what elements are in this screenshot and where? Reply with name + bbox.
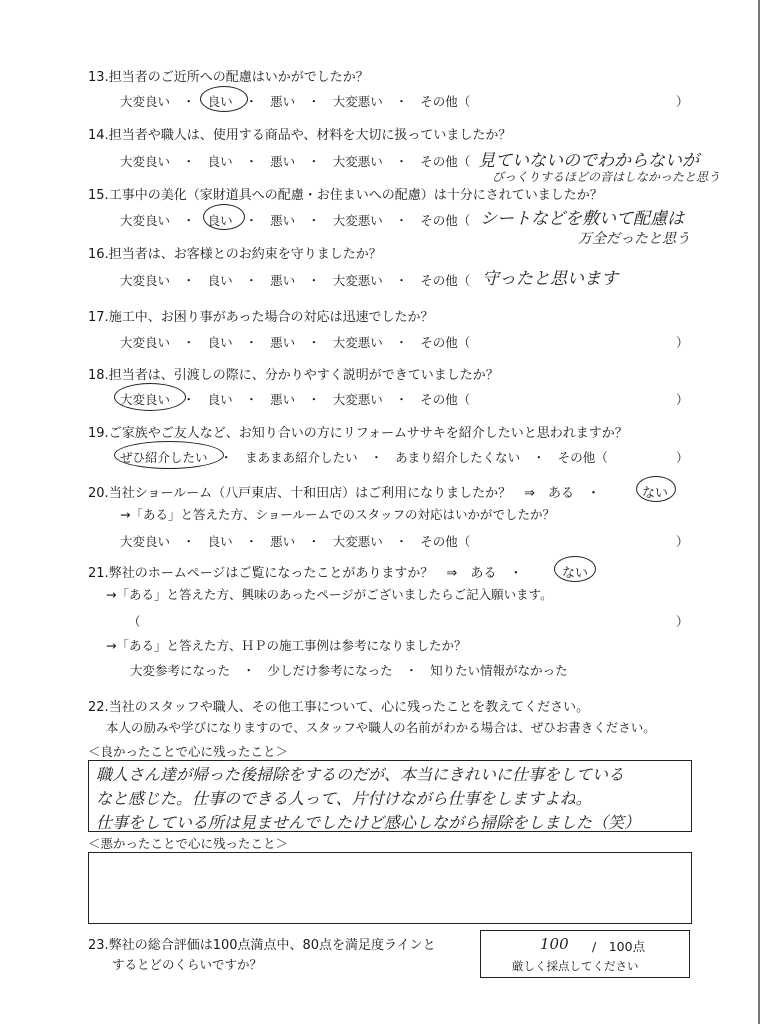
handwritten-q16: 守ったと思います xyxy=(482,269,618,289)
q21-nai: ない xyxy=(562,566,589,581)
bad-comment-box xyxy=(88,852,692,924)
score-out-of: / 100点 xyxy=(592,939,646,954)
q21-sub2: →「ある」と答えた方、ＨＰの施工事例は参考になりましたか？ xyxy=(106,638,467,653)
good-label: ＜良かったことで心に残ったこと＞ xyxy=(88,744,289,759)
selected-circle xyxy=(200,86,248,112)
selected-circle xyxy=(554,556,596,582)
question-14: 14.担当者や職人は、使用する商品や、材料を大切に扱っていましたか？ xyxy=(88,128,512,143)
options-15: 大変良い ・ 良い ・ 悪い ・ 大変悪い ・ その他（ xyxy=(120,213,471,228)
question-15: 15.工事中の美化（家財道具への配慮・お住まいへの配慮）は十分にされていましたか？ xyxy=(88,188,603,203)
q21-sub1: →「ある」と答えた方、興味のあったページがございましたらご記入願います。 xyxy=(106,587,553,602)
selected-circle xyxy=(636,476,676,502)
handwritten-good-2: なと感じた。仕事のできる人って、片付けながら仕事をしますよね。 xyxy=(96,789,592,808)
close-paren-19: ） xyxy=(676,450,689,465)
selected-circle xyxy=(203,204,245,230)
handwritten-q15-1: シートなどを敷いて配慮は xyxy=(480,209,684,229)
selected-circle xyxy=(114,441,224,469)
handwritten-q15-2: 万全だったと思う xyxy=(578,231,690,247)
question-20: 20.当社ショールーム（八戸東店、十和田店）はご利用になりましたか？ ⇒ ある ・ xyxy=(88,486,601,501)
handwritten-good-3: 仕事をしている所は見ませんでしたけど感心しながら掃除をしました（笑） xyxy=(96,813,641,832)
q20-nai: ない xyxy=(642,486,669,501)
scan-edge xyxy=(758,0,760,1024)
question-17: 17.施工中、お困り事があった場合の対応は迅速でしたか？ xyxy=(88,310,434,325)
options-19: ぜひ紹介したい ・ まあまあ紹介したい ・ あまり紹介したくない ・ その他（ xyxy=(120,450,608,465)
handwritten-q14-1: 見ていないのでわからないが xyxy=(478,151,699,171)
options-20: 大変良い ・ 良い ・ 悪い ・ 大変悪い ・ その他（ xyxy=(120,534,471,549)
close-paren-20: ） xyxy=(676,534,689,549)
close-paren-18: ） xyxy=(676,392,689,407)
score-note: 厳しく採点してください xyxy=(512,959,639,973)
close-paren-17: ） xyxy=(676,335,689,350)
handwritten-score: 100 xyxy=(540,935,569,953)
question-22: 22.当社のスタッフや職人、その他工事について、心に残ったことを教えてください。 xyxy=(88,700,590,715)
question-13: 13.担当者のご近所への配慮はいかがでしたか？ xyxy=(88,70,369,85)
options-21: 大変参考になった ・ 少しだけ参考になった ・ 知りたい情報がなかった xyxy=(130,663,568,678)
question-19: 19.ご家族やご友人など、お知り合いの方にリフォームササキを紹介したいと思われますか？ xyxy=(88,426,628,441)
open-paren-21: （ xyxy=(128,614,141,629)
close-paren-13: ） xyxy=(676,94,689,109)
handwritten-good-1: 職人さん達が帰った後掃除をするのだが、本当にきれいに仕事をしている xyxy=(96,765,625,784)
options-14: 大変良い ・ 良い ・ 悪い ・ 大変悪い ・ その他（ xyxy=(120,154,471,169)
options-18: 大変良い ・ 良い ・ 悪い ・ 大変悪い ・ その他（ xyxy=(120,392,471,407)
options-16: 大変良い ・ 良い ・ 悪い ・ 大変悪い ・ その他（ xyxy=(120,273,471,288)
close-paren-21: ） xyxy=(676,614,689,629)
selected-circle xyxy=(114,383,186,411)
question-18: 18.担当者は、引渡しの際に、分かりやすく説明ができていましたか？ xyxy=(88,368,499,383)
options-13: 大変良い ・ 良い ・ 悪い ・ 大変悪い ・ その他（ xyxy=(120,94,471,109)
question-21: 21.弊社のホームページはご覧になったことがありますか？ ⇒ ある ・ xyxy=(88,566,523,581)
handwritten-q14-2: びっくりするほどの音はしなかったと思う xyxy=(492,170,721,184)
q20-sub: →「ある」と答えた方、ショールームでのスタッフの対応はいかがでしたか？ xyxy=(120,507,555,522)
question-23: 23.弊社の総合評価は100点満点中、80点を満足度ラインと xyxy=(88,938,436,953)
options-17: 大変良い ・ 良い ・ 悪い ・ 大変悪い ・ その他（ xyxy=(120,335,471,350)
bad-label: ＜悪かったことで心に残ったこと＞ xyxy=(88,836,289,851)
question-16: 16.担当者は、お客様とのお約束を守りましたか？ xyxy=(88,247,382,262)
q23-line2: するとどのくらいですか？ xyxy=(112,957,263,972)
q22-line2: 本人の励みや学びになりますので、スタッフや職人の名前がわかる場合は、ぜひお書きください。 xyxy=(106,720,656,735)
